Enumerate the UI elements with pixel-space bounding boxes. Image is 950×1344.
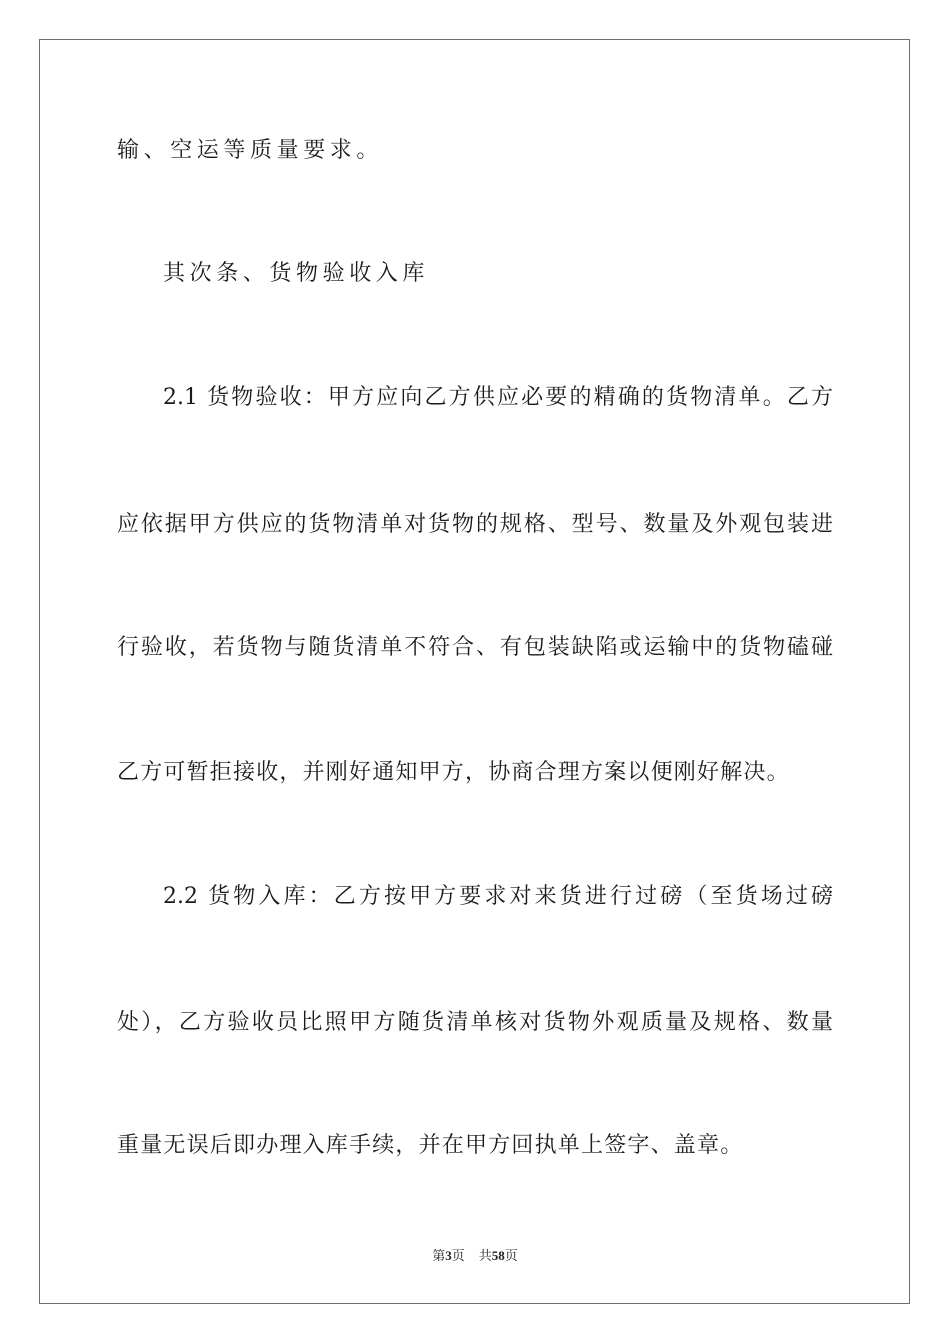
paragraph-line-5: 行验收，若货物与随货清单不符合、有包装缺陷或运输中的货物磕碰 — [117, 635, 833, 660]
page-footer — [0, 1247, 950, 1265]
page-number: 3 — [445, 1248, 452, 1263]
section-heading: 其次条、货物验收入库 — [163, 261, 430, 286]
paragraph-line-3: 2.1 货物验收：甲方应向乙方供应必要的精确的货物清单。乙方 — [163, 385, 833, 410]
paragraph-line-7: 2.2 货物入库：乙方按甲方要求对来货进行过磅（至货场过磅 — [163, 884, 833, 909]
page-prefix: 第 — [432, 1248, 446, 1263]
paragraph-line-6: 乙方可暂拒接收，并刚好通知甲方，协商合理方案以便刚好解决。 — [117, 760, 790, 785]
paragraph-line-9: 重量无误后即办理入库手续，并在甲方回执单上签字、盖章。 — [117, 1133, 744, 1158]
total-pages: 58 — [491, 1248, 505, 1263]
paragraph-line-4: 应依据甲方供应的货物清单对货物的规格、型号、数量及外观包装进 — [117, 512, 833, 537]
total-prefix: 共 — [478, 1248, 492, 1263]
paragraph-line-1: 输、空运等质量要求。 — [117, 138, 384, 163]
page-suffix: 页 — [451, 1248, 465, 1263]
total-suffix: 页 — [504, 1248, 518, 1263]
paragraph-line-8: 处），乙方验收员比照甲方随货清单核对货物外观质量及规格、数量 — [117, 1010, 833, 1035]
page-border — [39, 39, 910, 1304]
